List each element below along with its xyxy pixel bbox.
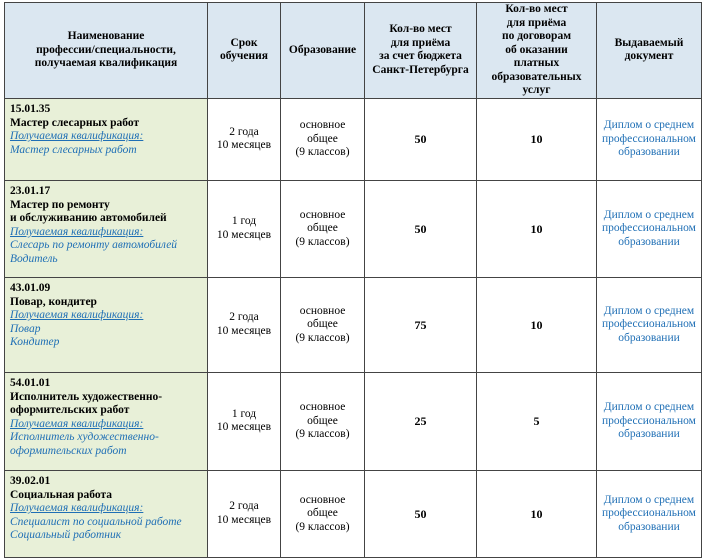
header-row <box>5 3 702 99</box>
table-row <box>5 98 702 180</box>
qualification: Водитель <box>10 252 58 265</box>
qualification: Кондитер <box>10 336 60 349</box>
duration-cell: 2 года 10 месяцев <box>208 277 281 372</box>
education-cell: основное общее (9 классов) <box>281 372 365 470</box>
duration-cell: 1 год 10 месяцев <box>208 180 281 277</box>
qualification: Мастер слесарных работ <box>10 143 137 156</box>
header-document: Выдаваемый документ <box>597 3 702 99</box>
qualification-label[interactable]: Получаемая квалификация: <box>10 502 144 515</box>
table-row <box>5 277 702 372</box>
qualification-label[interactable]: Получаемая квалификация: <box>10 130 144 143</box>
document-link[interactable]: Диплом о среднем профессиональном образовании <box>597 277 702 372</box>
qualification: Исполнитель художественно- <box>10 431 159 444</box>
paid-places-cell: 10 <box>477 470 597 557</box>
program-name-cell <box>5 277 208 372</box>
paid-places-cell: 10 <box>477 277 597 372</box>
program-title: Повар, кондитер <box>10 295 97 308</box>
header-name: Наименование профессии/специальности, получаемая квалификация <box>5 3 208 99</box>
qualification-label[interactable]: Получаемая квалификация: <box>10 225 144 238</box>
program-title: Социальная работа <box>10 488 113 501</box>
budget-places-cell: 50 <box>365 180 477 277</box>
education-cell: основное общее (9 классов) <box>281 470 365 557</box>
education-cell: основное общее (9 классов) <box>281 277 365 372</box>
program-code: 43.01.09 <box>10 281 51 294</box>
header-budget-places: Кол-во мест для приёма за счет бюджета Санкт-Петербурга <box>365 3 477 99</box>
budget-places-cell: 50 <box>365 98 477 180</box>
budget-places-cell: 75 <box>365 277 477 372</box>
budget-places-cell: 50 <box>365 470 477 557</box>
education-cell: основное общее (9 классов) <box>281 98 365 180</box>
program-name-cell <box>5 372 208 470</box>
program-code: 15.01.35 <box>10 102 51 115</box>
duration-cell: 2 года 10 месяцев <box>208 470 281 557</box>
program-name-cell <box>5 470 208 557</box>
qualification: Повар <box>10 322 41 335</box>
qualification-label[interactable]: Получаемая квалификация: <box>10 309 144 322</box>
program-title: Исполнитель художественно- <box>10 390 163 403</box>
qualification: оформительских работ <box>10 444 127 457</box>
qualification: Социальный работник <box>10 529 122 542</box>
table-row <box>5 372 702 470</box>
table-row <box>5 180 702 277</box>
table-row <box>5 470 702 557</box>
document-link[interactable]: Диплом о среднем профессиональном образовании <box>597 98 702 180</box>
duration-cell: 1 год 10 месяцев <box>208 372 281 470</box>
document-link[interactable]: Диплом о среднем профессиональном образовании <box>597 470 702 557</box>
paid-places-cell: 10 <box>477 98 597 180</box>
program-code: 54.01.01 <box>10 376 51 389</box>
header-duration: Срок обучения <box>208 3 281 99</box>
qualification-label[interactable]: Получаемая квалификация: <box>10 417 144 430</box>
programs-table <box>4 2 702 558</box>
program-title: оформительских работ <box>10 404 130 417</box>
header-education: Образование <box>281 3 365 99</box>
qualification: Слесарь по ремонту автомобилей <box>10 239 178 252</box>
program-name-cell <box>5 98 208 180</box>
qualification: Специалист по социальной работе <box>10 515 182 528</box>
header-paid-places: Кол-во мест для приёма по договорам об оказании платных образовательных услуг <box>477 3 597 99</box>
paid-places-cell: 10 <box>477 180 597 277</box>
document-link[interactable]: Диплом о среднем профессиональном образовании <box>597 180 702 277</box>
program-title: и обслуживанию автомобилей <box>10 212 167 225</box>
program-title: Мастер по ремонту <box>10 198 110 211</box>
paid-places-cell: 5 <box>477 372 597 470</box>
duration-cell: 2 года 10 месяцев <box>208 98 281 180</box>
program-name-cell <box>5 180 208 277</box>
program-code: 23.01.17 <box>10 184 51 197</box>
education-cell: основное общее (9 классов) <box>281 180 365 277</box>
program-title: Мастер слесарных работ <box>10 116 140 129</box>
budget-places-cell: 25 <box>365 372 477 470</box>
program-code: 39.02.01 <box>10 474 51 487</box>
document-link[interactable]: Диплом о среднем профессиональном образовании <box>597 372 702 470</box>
